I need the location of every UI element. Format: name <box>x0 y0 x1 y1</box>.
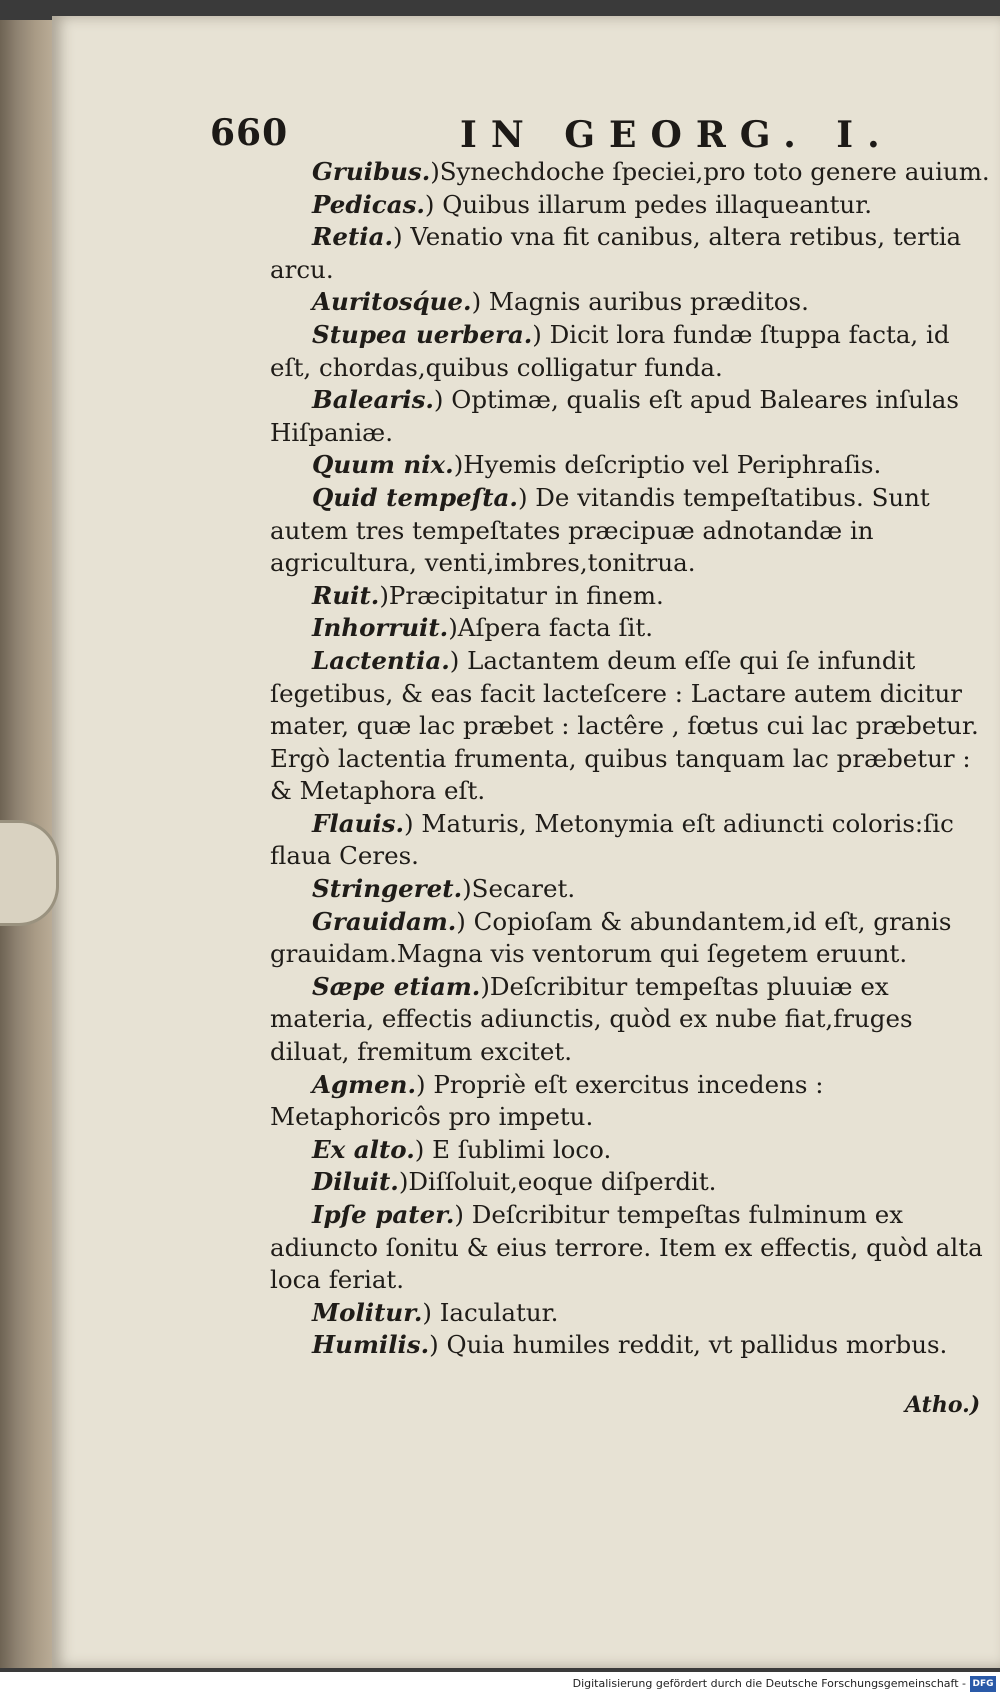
entry-lemma: Balearis. <box>312 385 434 415</box>
entry-gloss: ) Optimæ, qualis eſt apud Baleares inſulas Hiſpaniæ. <box>270 385 959 447</box>
commentary-entry <box>270 156 990 189</box>
entry-lemma: Sæpe etiam. <box>312 971 481 1001</box>
entry-lemma: Gruibus. <box>312 157 431 186</box>
catchword: Atho.) <box>905 1392 981 1418</box>
entry-gloss: ) Iaculatur. <box>422 1297 559 1327</box>
commentary-entry <box>270 1199 990 1297</box>
book-clasp <box>0 820 59 926</box>
dfg-logo-icon: DFG <box>970 1676 996 1692</box>
page-header <box>210 112 970 160</box>
entry-lemma: Inhorruit. <box>312 613 449 643</box>
entry-gloss: ) Quia humiles reddit, vt pallidus morbus. <box>429 1330 948 1360</box>
entry-lemma: Stringeret. <box>312 874 463 904</box>
entry-gloss: ) E ſublimi loco. <box>414 1134 612 1164</box>
commentary-text <box>270 156 990 1362</box>
entry-gloss: )Hyemis deſcriptio vel Periphraſis. <box>453 450 882 480</box>
entry-gloss: ) Venatio vna fit canibus, altera retibus, tertia arcu. <box>270 222 962 284</box>
entry-gloss: ) De vitandis tempeſtatibus. Sunt autem tres tempeſtates præcipuæ adnotandæ in agricultura, venti,imbres,tonitrua. <box>270 482 930 578</box>
entry-gloss: ) Deſcribitur tempeſtas fulminum ex adiuncto ſonitu & eius terrore. Item ex effectis, quòd alta loca feriat. <box>270 1200 983 1295</box>
commentary-entry <box>270 906 990 971</box>
commentary-entry <box>270 612 990 645</box>
entry-lemma: Retia. <box>312 222 393 252</box>
entry-gloss: ) Propriè eſt exercitus incedens : Metaphoricôs pro impetu. <box>270 1069 824 1132</box>
entry-lemma: Agmen. <box>312 1069 416 1099</box>
commentary-entry <box>270 384 990 449</box>
entry-gloss: )Secaret. <box>462 874 576 904</box>
commentary-entry <box>270 286 990 319</box>
entry-lemma: Ex alto. <box>312 1134 415 1164</box>
commentary-entry <box>270 319 990 384</box>
footer-credit: Digitalisierung gefördert durch die Deutsche Forschungsgemeinschaft - <box>572 1677 966 1690</box>
commentary-entry <box>270 1166 990 1199</box>
commentary-entry <box>270 1134 990 1167</box>
entry-gloss: ) Maturis, Metonymia eſt adiuncti coloris:ſic flaua Ceres. <box>270 808 954 871</box>
commentary-entry <box>270 189 990 222</box>
entry-gloss: )Diſſoluit,eoque diſperdit. <box>398 1167 717 1197</box>
entry-lemma: Grauidam. <box>312 906 457 936</box>
entry-lemma: Lactentia. <box>312 645 450 675</box>
running-title: IN GEORG. I. <box>460 114 894 156</box>
commentary-entry <box>270 221 990 286</box>
entry-lemma: Stupea uerbera. <box>312 319 533 349</box>
commentary-entry <box>270 1329 990 1362</box>
entry-lemma: Quum nix. <box>312 450 454 480</box>
entry-gloss: )Deſcribitur tempeſtas pluuiæ ex materia, effectis adiunctis, quòd ex nube fiat,fruges diluat, fremitum excitet. <box>270 971 913 1067</box>
entry-lemma: Molitur. <box>312 1297 423 1327</box>
entry-lemma: Ipſe pater. <box>312 1200 455 1229</box>
entry-gloss: )Aſpera facta ſit. <box>448 613 653 643</box>
commentary-entry <box>270 482 990 580</box>
entry-gloss: ) Quibus illarum pedes illaqueantur. <box>424 189 873 219</box>
entry-lemma: Quid tempeſta. <box>312 482 518 512</box>
commentary-entry <box>270 645 990 808</box>
entry-lemma: Diluit. <box>312 1167 399 1197</box>
entry-gloss: )Synechdoche ſpeciei,pro toto genere auium. <box>430 157 990 186</box>
commentary-entry <box>270 449 990 482</box>
entry-lemma: Flauis. <box>312 808 405 838</box>
entry-gloss: ) Lactantem deum eſſe qui ſe infundit ſegetibus, & eas facit lacteſcere : Lactare autem dicitur mater, quæ lac præbet : lactêre , fœtus cui lac præbetur. Ergò lactentia frumenta, quibus tanquam lac præbetur : & Metaphora eſt. <box>270 645 979 806</box>
entry-gloss: ) Copioſam & abundantem,id eſt, granis grauidam.Magna vis ventorum qui ſegetem eruunt. <box>270 906 952 969</box>
commentary-entry <box>270 1069 990 1134</box>
page-number: 660 <box>210 112 289 154</box>
commentary-entry <box>270 808 990 873</box>
commentary-entry <box>270 580 990 613</box>
entry-gloss: ) Dicit lora fundæ ſtuppa facta, id eſt, chordas,quibus colligatur funda. <box>270 319 950 382</box>
entry-lemma: Auritosq́ue. <box>312 287 472 317</box>
commentary-entry <box>270 1297 990 1330</box>
footer-bar <box>0 1672 1000 1698</box>
entry-gloss: ) Magnis auribus præditos. <box>471 287 809 317</box>
commentary-entry <box>270 971 990 1069</box>
entry-lemma: Pedicas. <box>312 189 425 219</box>
entry-gloss: )Præcipitatur in finem. <box>379 580 664 610</box>
entry-lemma: Humilis. <box>312 1330 430 1360</box>
entry-lemma: Ruit. <box>312 580 380 610</box>
commentary-entry <box>270 873 990 906</box>
